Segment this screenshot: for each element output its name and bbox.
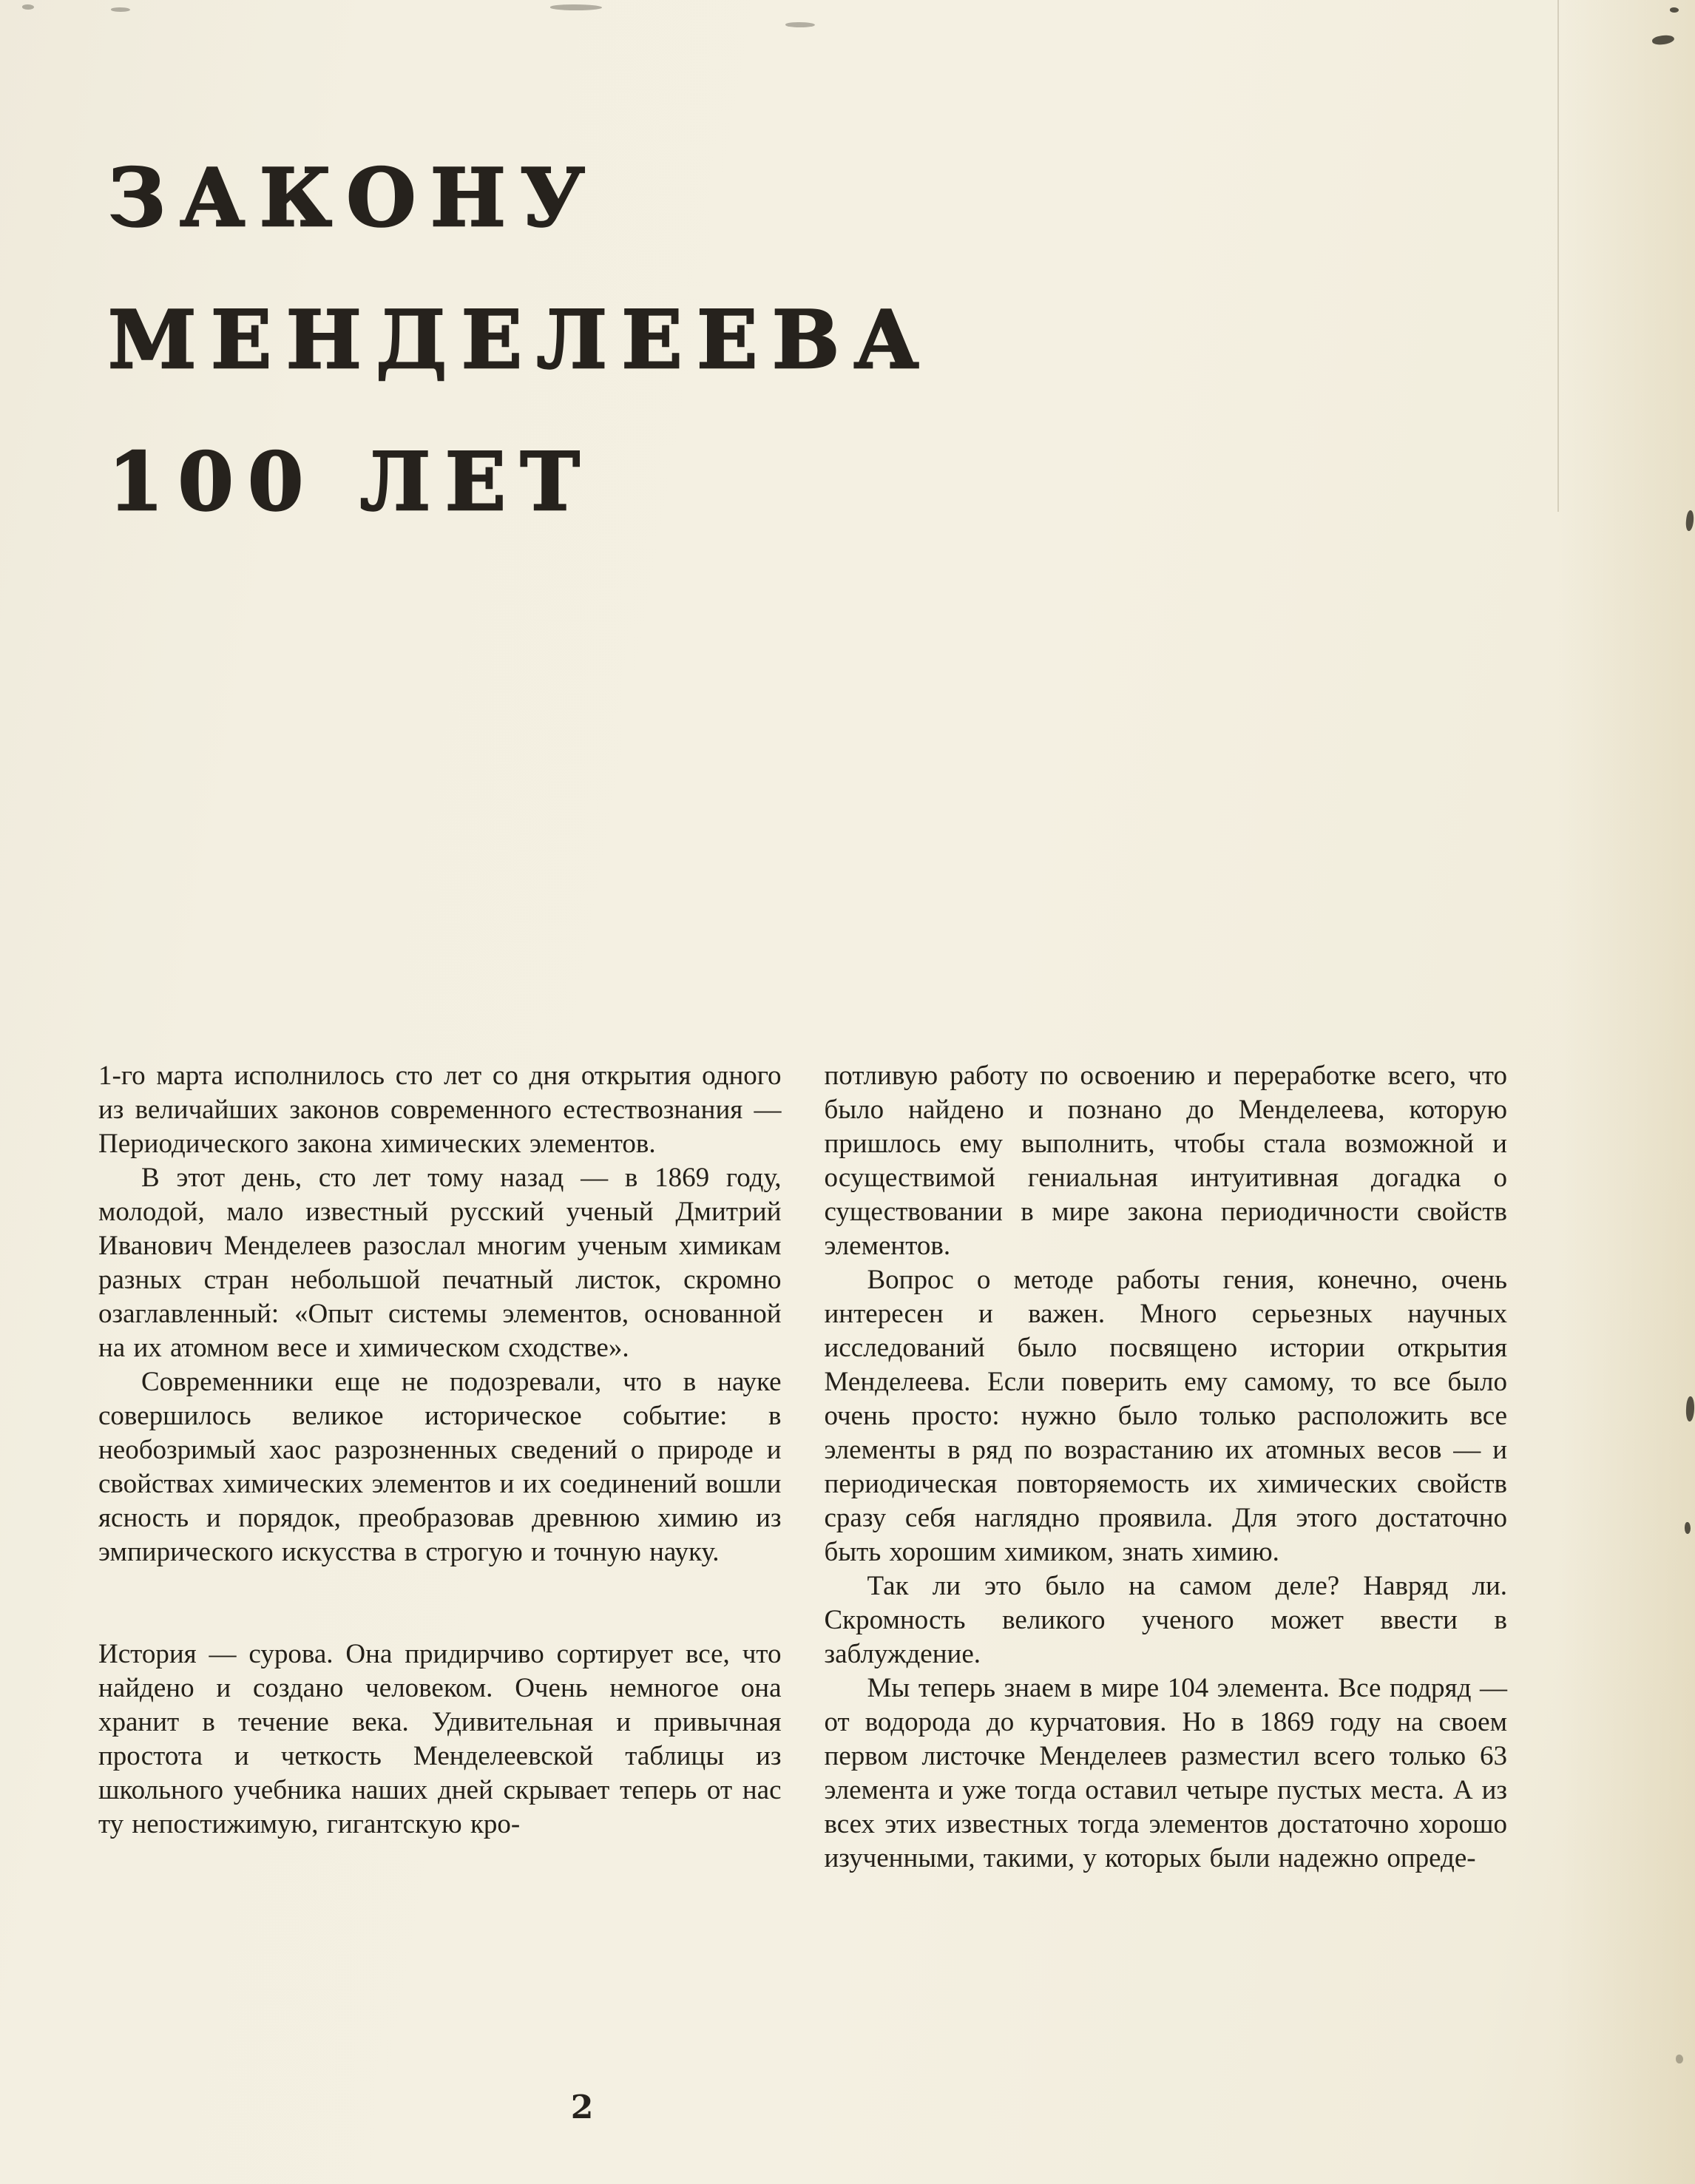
page-crease [1557, 0, 1559, 512]
scan-artifact [1651, 34, 1674, 46]
paragraph: Современники еще не подозревали, что в науке совершилось великое историческое событие: в необозримый хаос разрозненных сведений о природе и свойствах химических элементов и их соединений вошли ясность и порядок, преобразовав древнюю химию из эмпирического искусства в строгую и точную науку. [98, 1367, 782, 1567]
paragraph: Так ли это было на самом деле? Навряд ли. Скромность великого ученого может ввести в заблуждение. [824, 1571, 1507, 1669]
paragraph: В этот день, сто лет тому назад — в 1869 году, молодой, мало известный русский ученый Дмитрий Иванович Менделеев разослал многим ученым химикам разных стран небольшой печатный листок, скромно озаглавленный: «Опыт системы элементов, основанной на их атомном весе и химическом сходстве». [98, 1163, 782, 1363]
article-body [98, 1059, 1507, 1876]
scan-artifact [111, 7, 130, 12]
scan-artifact [1685, 1522, 1691, 1534]
left-column [98, 1059, 782, 1876]
article-title [108, 127, 933, 553]
scan-artifact [22, 4, 34, 10]
scan-artifact [1685, 1396, 1695, 1422]
paragraph: История — сурова. Она придирчиво сортирует все, что найдено и создано человеком. Очень немногое она хранит в течение века. Удивительная и привычная простота и четкость Менделеевской таблицы из школьного учебника наших дней скрывает теперь от нас ту непостижимую, гигантскую кро- [98, 1639, 782, 1839]
title-line-2: МЕНДЕЛЕЕВА [108, 294, 934, 387]
page-number: 2 [570, 2089, 594, 2126]
scan-artifact [785, 22, 815, 27]
scan-artifact [1670, 7, 1679, 13]
paragraph: 1-го марта исполнилось сто лет со дня открытия одного из величайших законов современного естествознания — Периодического закона химических элементов. [98, 1061, 782, 1159]
scan-artifact [550, 4, 602, 10]
paragraph: Вопрос о методе работы гения, конечно, очень интересен и важен. Много серьезных научных исследований было посвящено истории открытия Менделеева. Если поверить ему самому, то все было очень просто: нужно было только расположить все элементы в ряд по возрастанию их атомных весов — и периодическая повторяемость их химических свойств сразу себя наглядно проявила. Для этого достаточно быть хорошим химиком, знать химию. [824, 1265, 1507, 1567]
scan-artifact [1676, 2055, 1683, 2063]
paragraph: потливую работу по освоению и переработке всего, что было найдено и познано до Менделеева, которую пришлось ему выполнить, чтобы стала возможной и осуществимой гениальная интуитивная догадка о существовании в мире закона периодичности свойств элементов. [824, 1061, 1507, 1261]
scan-artifact [1685, 510, 1695, 532]
page-edge-shading [1558, 0, 1695, 2184]
title-line-1: ЗАКОНУ [108, 152, 600, 245]
right-column [825, 1059, 1508, 1876]
title-line-3: 100 ЛЕТ [108, 436, 595, 529]
paragraph: Мы теперь знаем в мире 104 элемента. Все подряд — от водорода до курчатовия. Но в 1869 году на своем первом листочке Менделеев разместил всего только 63 элемента и уже тогда оставил четыре пустых места. А из всех этих известных тогда элементов достаточно хорошо изученными, такими, у которых были надежно опреде- [824, 1673, 1507, 1873]
